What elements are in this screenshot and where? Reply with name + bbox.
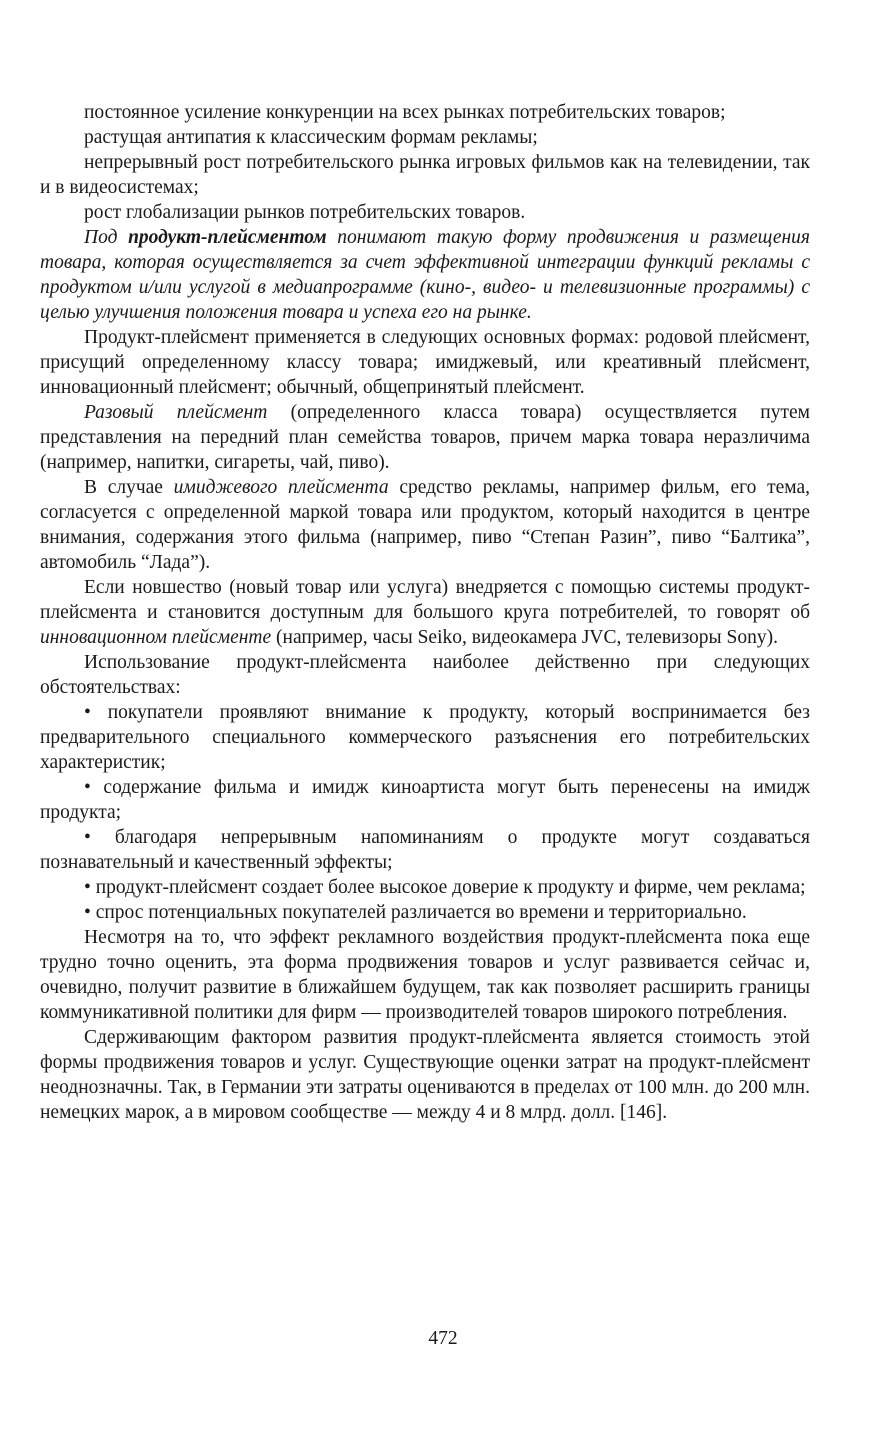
image-placement-paragraph: [40, 475, 810, 575]
bullet-item-1: • покупатели проявляют внимание к продукту, который воспринимается без предварительного специального коммерческого разъяснения его потребительских характеристик;: [40, 702, 810, 773]
definition-term: продукт-плейсментом: [128, 227, 327, 248]
list-line-3: непрерывный рост потребительского рынка игровых фильмов как на телевидении, так и в видеосистемах;: [40, 152, 810, 198]
usage-paragraph: Использование продукт-плейсмента наиболее действенно при следующих обстоятельствах:: [40, 652, 810, 698]
list-line-4: рост глобализации рынков потребительских товаров.: [84, 202, 526, 223]
image-placement-prefix: В случае: [84, 477, 174, 498]
definition-body: понимают такую форму продвижения и размещения товара, которая осуществляется за счет эффективной интеграции функций рекламы с продуктом и/или услугой в медиапрограмме (кино-, видео- и телевизионные программы) с целью улучшения положения товара и успеха его на рынке.: [40, 227, 810, 323]
bullet-item-5: • спрос потенциальных покупателей различается во времени и территориально.: [84, 902, 747, 923]
cost-paragraph: Сдерживающим фактором развития продукт-плейсмента является стоимость этой формы продвижения товаров и услуг. Существующие оценки затрат на продукт-плейсмент неоднозначны. Так, в Германии эти затраты оцениваются в пределах от 100 млн. до 200 млн. немецких марок, а в мировом сообществе — между 4 и 8 млрд. долл. [146].: [40, 1027, 810, 1123]
innovation-placement-prefix: Если новшество (новый товар или услуга) внедряется с помощью системы продукт-плейсмента и становится доступным для большого круга потребителей, то говорят об: [40, 577, 810, 623]
image-placement-term: имиджевого плейсмента: [173, 477, 389, 498]
generic-placement-paragraph: [40, 400, 810, 475]
definition-prefix: Под: [84, 227, 129, 248]
image-placement-body: средство рекламы, например фильм, его тема, согласуется с определенной маркой товара или продуктом, который находится в центре внимания, содержания этого фильма (например, пиво “Степан Разин”, пиво “Балтика”, автомобиль “Лада”).: [40, 477, 811, 573]
innovation-placement-body: (например, часы Seiko, видеокамера JVC, телевизоры Sony).: [271, 627, 778, 648]
page-body: [40, 100, 810, 1125]
list-line-2: растущая антипатия к классическим формам рекламы;: [84, 127, 538, 148]
list-line-1: постоянное усиление конкуренции на всех рынках потребительских товаров;: [84, 102, 726, 123]
page-number: 472: [428, 1328, 458, 1349]
definition-paragraph: [40, 225, 810, 325]
innovation-placement-term: инновационном плейсменте: [40, 627, 272, 648]
innovation-placement-paragraph: [40, 575, 810, 650]
generic-placement-term: Разовый плейсмент: [84, 402, 268, 423]
bullet-item-2: • содержание фильма и имидж киноартиста могут быть перенесены на имидж продукта;: [40, 777, 810, 823]
bullet-item-3: • благодаря непрерывным напоминаниям о продукте могут создаваться познавательный и качественный эффекты;: [40, 827, 810, 873]
bullet-item-4: • продукт-плейсмент создает более высокое доверие к продукту и фирме, чем реклама;: [84, 877, 806, 898]
effect-paragraph: Несмотря на то, что эффект рекламного воздействия продукт-плейсмента пока еще трудно точно оценить, эта форма продвижения товаров и услуг развивается сейчас и, очевидно, получит развитие в ближайшем будущем, так как позволяет расширить границы коммуникативной политики для фирм — производителей товаров широкого потребления.: [40, 927, 810, 1023]
generic-placement-body: (определенного класса товара) осуществляется путем представления на передний план семейства товаров, причем марка товара неразличима (например, напитки, сигареты, чай, пиво).: [40, 402, 810, 473]
forms-paragraph: Продукт-плейсмент применяется в следующих основных формах: родовой плейсмент, присущий определенному классу товара; имиджевый, или креативный плейсмент, инновационный плейсмент; обычный, общепринятый плейсмент.: [40, 327, 810, 398]
